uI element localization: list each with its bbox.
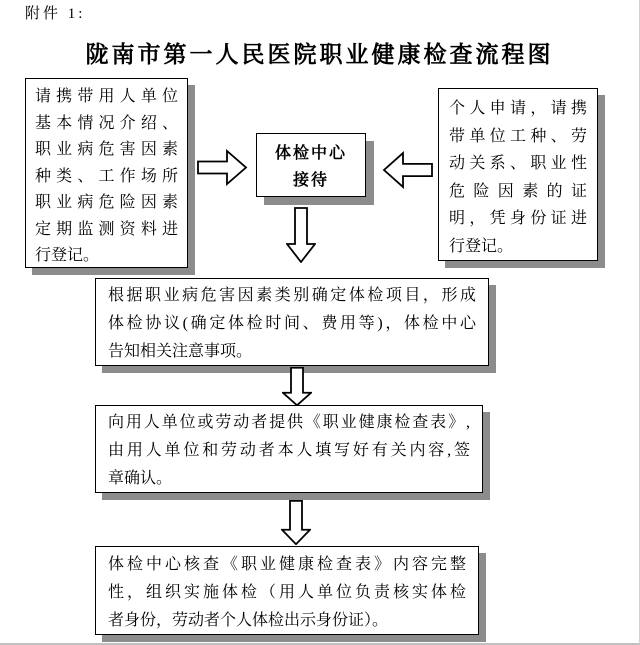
text-line: 行登记。 [449, 237, 514, 255]
text-line: 带单位工种、劳 [449, 127, 587, 145]
attachment-label: 附件 1: [25, 6, 86, 22]
text-line: 个人申请，请携 [449, 100, 587, 117]
text-line: 职业病危险因素 [35, 194, 178, 211]
text-line: 性，组织实施体检（用人单位负责核实体检 [108, 584, 466, 601]
text-line: 接待 [292, 172, 329, 189]
arrow-left-icon [382, 151, 433, 189]
text-line: 章确认。 [108, 470, 173, 487]
arrow-right-icon [197, 149, 248, 186]
text-line: 动关系、职业性 [449, 155, 587, 172]
text-line: 请携带用人单位 [35, 88, 178, 105]
text-line: 危险因素的证 [449, 182, 587, 200]
text-line: 行登记。 [35, 247, 100, 264]
flow-box-exam-center-reception [256, 133, 366, 197]
arrow-down-icon [286, 207, 316, 263]
text-line: 向用人单位或劳动者提供《职业健康检查表》, [108, 414, 470, 431]
arrow-down-icon [282, 367, 312, 406]
text-line: 体检中心 [274, 145, 347, 162]
text-line: 定期监测资料进 [35, 220, 178, 238]
flow-box-provide-exam-form [95, 405, 483, 493]
arrow-down-icon [281, 500, 311, 545]
flow-box-verify-and-conduct-exam [95, 546, 479, 635]
text-line: 根据职业病危害因素类别确定体检项目，形成 [108, 287, 476, 304]
flow-box-employer-registration [25, 78, 188, 268]
text-line: 体检中心核查《职业健康检查表》内容完整 [108, 556, 466, 573]
page-title: 陇南市第一人民医院职业健康检查流程图 [85, 42, 554, 67]
text-line: 告知相关注意事项。 [108, 343, 253, 360]
flow-box-individual-application [438, 88, 598, 261]
text-line: 基本情况介绍、 [35, 114, 178, 132]
text-line: 体检协议(确定体检时间、费用等)，体检中心 [108, 315, 476, 332]
flow-box-determine-exam-items [95, 278, 489, 366]
text-line: 由用人单位和劳动者本人填写好有关内容,签 [108, 442, 470, 459]
text-line: 种类、工作场所 [35, 167, 178, 185]
text-line: 明，凭身份证进 [449, 210, 587, 227]
text-line: 者身份，劳动者个人体检出示身份证）。 [108, 612, 389, 629]
text-line: 职业病危害因素 [35, 141, 178, 158]
